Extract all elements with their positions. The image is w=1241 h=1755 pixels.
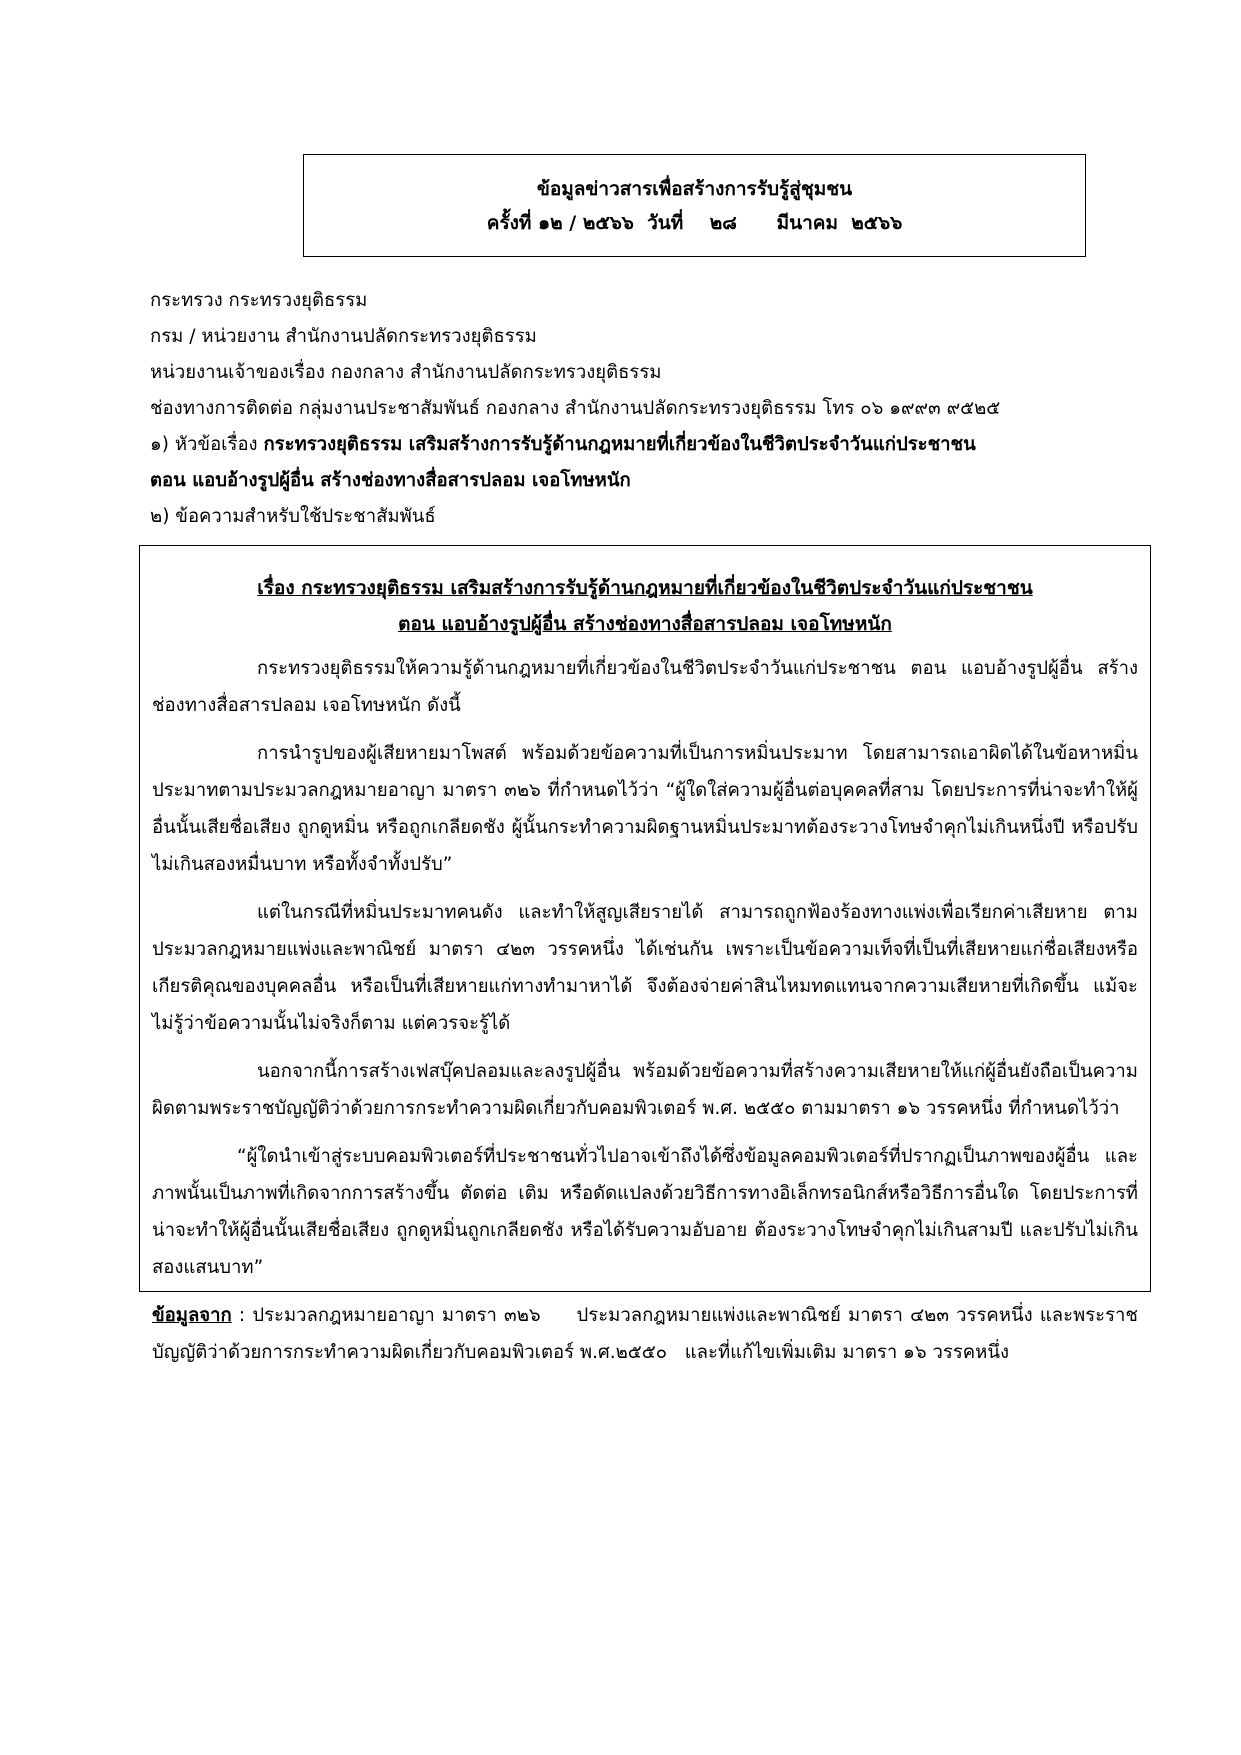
- pr-paragraph-civil-damages: แต่ในกรณีที่หมิ่นประมาทคนดัง และทำให้สูญเสียรายได้ สามารถถูกฟ้องร้องทางแพ่งเพื่อเรียกค่าเสียหาย ตามประมวลกฎหมายแพ่งและพาณิชย์ มาตรา ๔๒๓ วรรคหนึ่ง ได้เช่นกัน เพราะเป็นข้อความเท็จที่เป็นที่เสียหายแก่ชื่อเสียงหรือเกียรติคุณของบุคคลอื่น หรือเป็นที่เสียหายแก่ทางทำมาหาได้ จึงต้องจ่ายค่าสินไหมทดแทนจากความเสียหายที่เกิดขึ้น แม้จะไม่รู้ว่าข้อความนั้นไม่จริงก็ตาม แต่ควรจะรู้ได้: [152, 902, 1138, 1034]
- meta-topic-title-line2: ตอน แอบอ้างรูปผู้อื่น สร้างช่องทางสื่อสารปลอม เจอโทษหนัก: [150, 470, 631, 491]
- meta-owner-unit: หน่วยงานเจ้าของเรื่อง กองกลาง สำนักงานปลัดกระทรวงยุติธรรม: [150, 362, 662, 383]
- pr-paragraph-section16-quote: “ผู้ใดนำเข้าสู่ระบบคอมพิวเตอร์ที่ประชาชนทั่วไปอาจเข้าถึงได้ซึ่งข้อมูลคอมพิวเตอร์ที่ปรากฏเป็นภาพของผู้อื่น และภาพนั้นเป็นภาพที่เกิดจากการสร้างขึ้น ตัดต่อ เติม หรือดัดแปลงด้วยวิธีการทางอิเล็กทรอนิกส์หรือวิธีการอื่นใด โดยประการที่น่าจะทำให้ผู้อื่นนั้นเสียชื่อเสียง ถูกดูหมิ่นถูกเกลียดชัง หรือได้รับความอับอาย ต้องระวางโทษจำคุกไม่เกินสามปี และปรับไม่เกินสองแสนบาท”: [152, 1146, 1138, 1278]
- pr-source-label: ข้อมูลจาก: [152, 1305, 232, 1326]
- meta-contact: ช่องทางการติดต่อ กลุ่มงานประชาสัมพันธ์ กองกลาง สำนักงานปลัดกระทรวงยุติธรรม โทร ๐๖ ๑๙๙๓ ๙๕๒๕: [150, 398, 1001, 419]
- meta-topic-title-line1: กระทรวงยุติธรรม เสริมสร้างการรับรู้ด้านกฎหมายที่เกี่ยวข้องในชีวิตประจำวันแก่ประชาชน: [263, 434, 976, 455]
- meta-department: กรม / หน่วยงาน สำนักงานปลัดกระทรวงยุติธรรม: [150, 326, 537, 347]
- pr-title: [152, 570, 1138, 642]
- header-issue-date: ครั้งที่ ๑๒ / ๒๕๖๖ วันที่ ๒๘ มีนาคม ๒๕๖๖: [486, 211, 903, 234]
- pr-source: [152, 1297, 1138, 1371]
- document-header-box: [303, 154, 1086, 257]
- header-title: ข้อมูลข่าวสารเพื่อสร้างการรับรู้สู่ชุมชน: [536, 177, 853, 200]
- meta-ministry: กระทรวง กระทรวงยุติธรรม: [150, 290, 368, 311]
- pr-paragraph-criminal-defamation: การนำรูปของผู้เสียหายมาโพสต์ พร้อมด้วยข้อความที่เป็นการหมิ่นประมาท โดยสามารถเอาผิดได้ในข้อหาหมิ่นประมาทตามประมวลกฎหมายอาญา มาตรา ๓๒๖ ที่กำหนดไว้ว่า “ผู้ใดใส่ความผู้อื่นต่อบุคคลที่สาม โดยประการที่น่าจะทำให้ผู้อื่นนั้นเสียชื่อเสียง ถูกดูหมิ่น หรือถูกเกลียดชัง ผู้นั้นกระทำความผิดฐานหมิ่นประมาทต้องระวางโทษจำคุกไม่เกินหนึ่งปี หรือปรับไม่เกินสองหมื่นบาท หรือทั้งจำทั้งปรับ”: [152, 743, 1138, 875]
- pr-paragraph-intro: กระทรวงยุติธรรมให้ความรู้ด้านกฎหมายที่เกี่ยวข้องในชีวิตประจำวันแก่ประชาชน ตอน แอบอ้างรูปผู้อื่น สร้างช่องทางสื่อสารปลอม เจอโทษหนัก ดังนี้: [152, 658, 1138, 716]
- pr-source-text: : ประมวลกฎหมายอาญา มาตรา ๓๒๖ ประมวลกฎหมายแพ่งและพาณิชย์ มาตรา ๔๒๓ วรรคหนึ่ง และพระราชบัญญัติว่าด้วยการกระทำความผิดเกี่ยวกับคอมพิวเตอร์ พ.ศ.๒๕๕๐ และที่แก้ไขเพิ่มเติม มาตรา ๑๖ วรรคหนึ่ง: [152, 1305, 1138, 1363]
- meta-topic-label: ๑) หัวข้อเรื่อง: [150, 434, 264, 455]
- pr-message-box: [139, 545, 1151, 1363]
- pr-title-line2: ตอน แอบอ้างรูปผู้อื่น สร้างช่องทางสื่อสารปลอม เจอโทษหนัก: [398, 613, 892, 635]
- document-meta: [150, 283, 1140, 535]
- meta-message-label: ๒) ข้อความสำหรับใช้ประชาสัมพันธ์: [150, 506, 436, 527]
- meta-topic: [150, 427, 1140, 463]
- pr-title-line1: เรื่อง กระทรวงยุติธรรม เสริมสร้างการรับรู้ด้านกฎหมายที่เกี่ยวข้องในชีวิตประจำวันแก่ประชาชน: [257, 577, 1033, 599]
- pr-paragraph-computer-crime: นอกจากนี้การสร้างเฟสบุ๊คปลอมและลงรูปผู้อื่น พร้อมด้วยข้อความที่สร้างความเสียหายให้แก่ผู้อื่นยังถือเป็นความผิดตามพระราชบัญญัติว่าด้วยการกระทำความผิดเกี่ยวกับคอมพิวเตอร์ พ.ศ. ๒๕๕๐ ตามมาตรา ๑๖ วรรคหนึ่ง ที่กำหนดไว้ว่า: [152, 1061, 1138, 1119]
